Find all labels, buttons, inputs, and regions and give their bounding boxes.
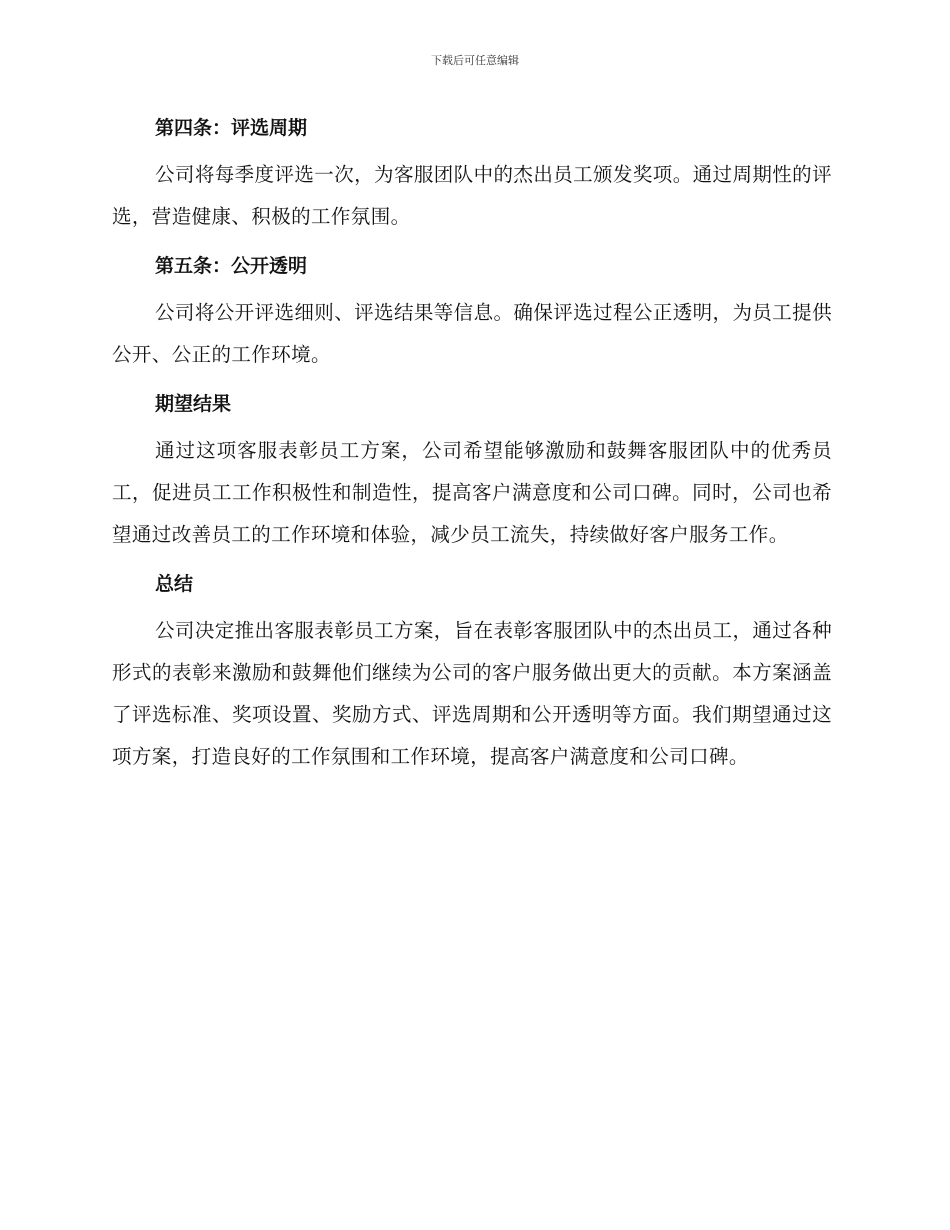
section-heading-expected-results: 期望结果 [155,393,232,415]
page-header-note: 下载后可任意编辑 [431,54,519,67]
section-heading-transparency: 第五条：公开透明 [155,255,308,277]
section-paragraph-review-cycle: 公司将每季度评选一次，为客服团队中的杰出员工颁发奖项。通过周期性的评选，营造健康、积极的工作氛围。 [112,163,832,228]
section-paragraph-transparency: 公司将公开评选细则、评选结果等信息。确保评选过程公正透明，为员工提供公开、公正的工作环境。 [112,301,832,366]
section-paragraph-summary: 公司决定推出客服表彰员工方案，旨在表彰客服团队中的杰出员工，通过各种形式的表彰来激励和鼓舞他们继续为公司的客户服务做出更大的贡献。本方案涵盖了评选标准、奖项设置、奖励方式、评选周期和公开透明等方面。我们期望通过这项方案，打造良好的工作氛围和工作环境，提高客户满意度和公司口碑。 [112,619,832,768]
section-heading-summary: 总结 [155,573,194,595]
document-body [112,108,832,778]
section-heading-review-cycle: 第四条：评选周期 [155,117,308,139]
section-paragraph-expected-results: 通过这项客服表彰员工方案，公司希望能够激励和鼓舞客服团队中的优秀员工，促进员工工作积极性和制造性，提高客户满意度和公司口碑。同时，公司也希望通过改善员工的工作环境和体验，减少员工流失，持续做好客户服务工作。 [112,439,832,546]
